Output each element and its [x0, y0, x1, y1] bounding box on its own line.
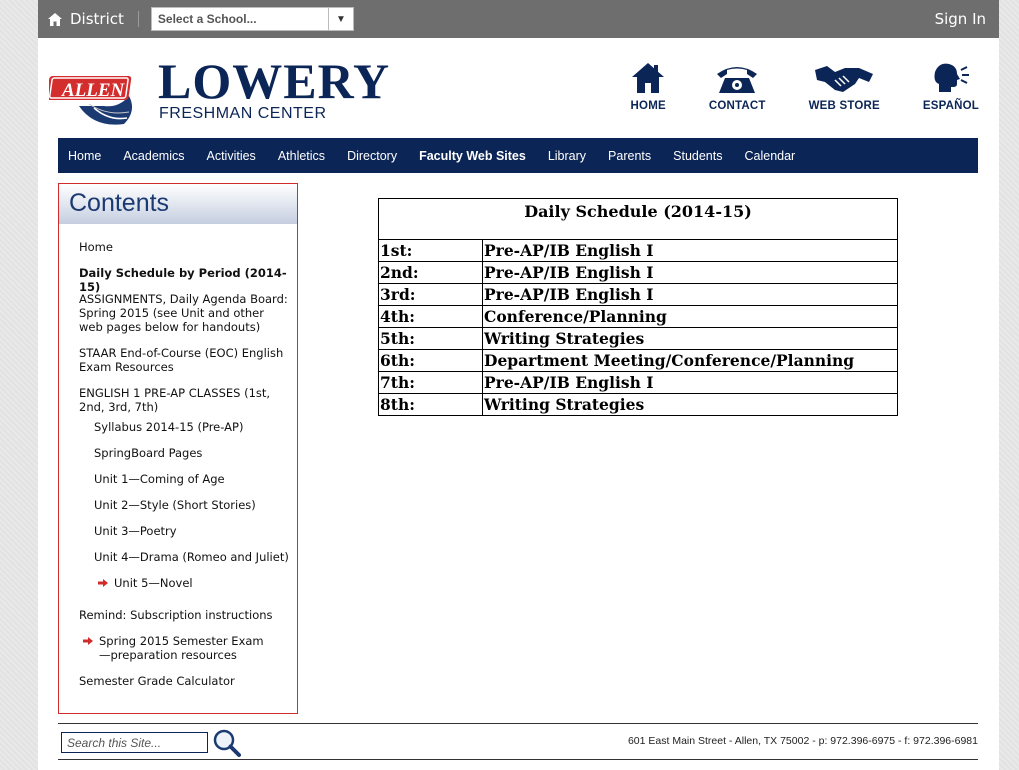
- chevron-down-icon[interactable]: ▼: [328, 8, 353, 30]
- table-row: [379, 240, 898, 262]
- quick-link-web-store[interactable]: [809, 58, 880, 112]
- table-row: [379, 372, 898, 394]
- period-cell: 6th:: [379, 350, 483, 372]
- sidebar-item[interactable]: ASSIGNMENTS, Daily Agenda Board: Spring 2015 (see Unit and other web pages below for handouts): [79, 292, 288, 334]
- class-cell: Department Meeting/Conference/Planning: [483, 350, 898, 372]
- class-cell: Pre-AP/IB English I: [483, 262, 898, 284]
- school-title[interactable]: LOWERY: [158, 53, 391, 109]
- table-row: [379, 306, 898, 328]
- sidebar-subitem[interactable]: Unit 1—Coming of Age: [94, 472, 225, 486]
- sidebar-heading: Contents: [59, 184, 297, 224]
- district-label: District: [70, 10, 124, 28]
- logo-text: ALLEN: [62, 80, 125, 101]
- table-row: [379, 284, 898, 306]
- schedule-title: Daily Schedule (2014-15): [379, 199, 898, 240]
- class-cell: Conference/Planning: [483, 306, 898, 328]
- nav-item-athletics[interactable]: Athletics: [277, 148, 326, 163]
- period-cell: 3rd:: [379, 284, 483, 306]
- nav-item-directory[interactable]: Directory: [347, 148, 398, 163]
- table-row: [379, 394, 898, 416]
- home-icon: [48, 13, 62, 26]
- school-select[interactable]: [151, 7, 354, 31]
- sidebar-item[interactable]: Semester Grade Calculator: [79, 674, 235, 688]
- sidebar-item[interactable]: ENGLISH 1 PRE-AP CLASSES (1st, 2nd, 3rd, 7th): [79, 386, 271, 414]
- sidebar-subitem[interactable]: Unit 3—Poetry: [94, 524, 177, 538]
- search-input[interactable]: Search this Site...: [61, 732, 208, 753]
- home-icon: [631, 58, 665, 94]
- nav-item-home[interactable]: Home: [68, 148, 102, 163]
- quick-link-contact[interactable]: [709, 58, 766, 112]
- nav-item-activities[interactable]: Activities: [206, 148, 256, 163]
- period-cell: 2nd:: [379, 262, 483, 284]
- quick-link-label: HOME: [630, 100, 666, 112]
- nav-item-parents[interactable]: Parents: [608, 148, 652, 163]
- quick-link-home[interactable]: [631, 58, 666, 112]
- sidebar-subitem[interactable]: Unit 2—Style (Short Stories): [94, 498, 256, 512]
- class-cell: Writing Strategies: [483, 394, 898, 416]
- nav-item-library[interactable]: Library: [547, 148, 587, 163]
- nav-item-students[interactable]: Students: [673, 148, 723, 163]
- sidebar-contents: [58, 183, 298, 714]
- daily-schedule-table: [378, 198, 898, 416]
- quick-link-label: ESPAÑOL: [922, 100, 979, 112]
- divider: [138, 11, 139, 27]
- sidebar-subitem-current[interactable]: [114, 576, 289, 590]
- sidebar-item[interactable]: Home: [79, 240, 113, 254]
- quick-link-espanol[interactable]: [923, 58, 979, 112]
- sidebar-subitem[interactable]: SpringBoard Pages: [94, 446, 203, 460]
- class-cell: Pre-AP/IB English I: [483, 284, 898, 306]
- footer-divider: [58, 723, 978, 724]
- footer-divider: [58, 759, 978, 760]
- main-nav: [58, 138, 978, 173]
- page-container: [38, 38, 999, 770]
- nav-item-academics[interactable]: Academics: [123, 148, 185, 163]
- school-subtitle: FRESHMAN CENTER: [159, 105, 327, 122]
- nav-item-calendar[interactable]: Calendar: [744, 148, 796, 163]
- period-cell: 7th:: [379, 372, 483, 394]
- quick-link-label: WEB STORE: [808, 100, 880, 112]
- sidebar-item[interactable]: Remind: Subscription instructions: [79, 608, 273, 622]
- sidebar-subitem[interactable]: Syllabus 2014-15 (Pre-AP): [94, 420, 244, 434]
- phone-icon: [715, 58, 759, 94]
- sidebar-item[interactable]: [99, 634, 274, 662]
- district-link[interactable]: [48, 10, 124, 28]
- top-bar: [38, 0, 999, 38]
- sidebar-item-label: Spring 2015 Semester Exam—preparation resources: [99, 634, 264, 662]
- handshake-icon: [815, 58, 873, 94]
- table-row: [379, 350, 898, 372]
- class-cell: Pre-AP/IB English I: [483, 372, 898, 394]
- school-address: 601 East Main Street - Allen, TX 75002 - p: 972.396-6975 - f: 972.396-6981: [627, 735, 978, 747]
- period-cell: 8th:: [379, 394, 483, 416]
- eagles-logo[interactable]: [49, 66, 139, 126]
- sidebar-item-active[interactable]: Daily Schedule by Period (2014-15): [79, 266, 287, 294]
- nav-item-faculty-web-sites[interactable]: Faculty Web Sites: [419, 148, 526, 163]
- table-row: [379, 262, 898, 284]
- class-cell: Writing Strategies: [483, 328, 898, 350]
- period-cell: 5th:: [379, 328, 483, 350]
- speaking-head-icon: [933, 58, 969, 94]
- sidebar-item[interactable]: STAAR End-of-Course (EOC) English Exam Resources: [79, 346, 284, 374]
- sidebar-subitem[interactable]: Unit 4—Drama (Romeo and Juliet): [94, 550, 289, 564]
- sign-in-link[interactable]: Sign In: [934, 10, 986, 28]
- arrow-right-icon: [98, 579, 108, 587]
- search-icon[interactable]: [212, 728, 242, 758]
- class-cell: Pre-AP/IB English I: [483, 240, 898, 262]
- period-cell: 1st:: [379, 240, 483, 262]
- sidebar-item-label: Unit 5—Novel: [114, 576, 193, 590]
- arrow-right-icon: [83, 637, 93, 645]
- school-select-value: Select a School...: [157, 12, 257, 26]
- quick-links: [588, 58, 979, 112]
- quick-link-label: CONTACT: [708, 100, 766, 112]
- period-cell: 4th:: [379, 306, 483, 328]
- table-row: [379, 328, 898, 350]
